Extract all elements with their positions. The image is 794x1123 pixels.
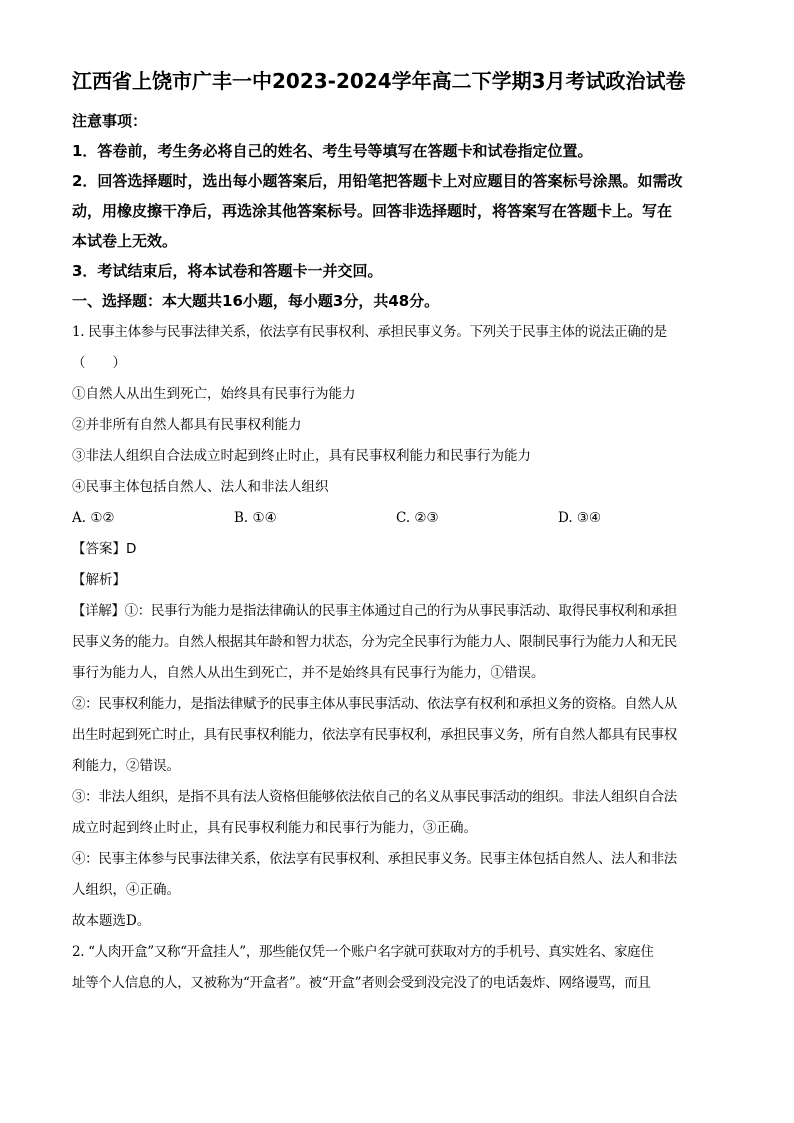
option-c: C. ②③ <box>396 510 439 526</box>
detail-line: ②：民事权利能力，是指法律赋予的民事主体从事民事活动、依法享有权利和承担义务的资格。自然人从 <box>72 696 677 712</box>
statement-2: ②并非所有自然人都具有民事权利能力 <box>72 417 302 433</box>
detail-line: 出生时起到死亡时止，具有民事权利能力，依法享有民事权利，承担民事义务，所有自然人都具有民事权 <box>72 727 677 743</box>
detail-line: ③：非法人组织，是指不具有法人资格但能够依法依自己的名义从事民事活动的组织。非法人组织自合法 <box>72 789 677 805</box>
exam-page <box>72 66 722 999</box>
detail-line: 民事义务的能力。自然人根据其年龄和智力状态，分为完全民事行为能力人、限制民事行为能力人和无民 <box>72 634 677 650</box>
detail-line: ④：民事主体参与民事法律关系，依法享有民事权利、承担民事义务。民事主体包括自然人、法人和非法 <box>72 851 677 867</box>
notice-item: 动，用橡皮擦干净后，再选涂其他答案标号。回答非选择题时，将答案写在答题卡上。写在 <box>72 202 673 220</box>
answer-tag: 【答案】 <box>72 541 126 557</box>
question-1 <box>72 317 722 937</box>
notice-item: 3．考试结束后，将本试卷和答题卡一并交回。 <box>72 262 383 280</box>
option-b: B. ①④ <box>234 510 277 526</box>
detail-line: 成立时起到终止时止，具有民事权利能力和民事行为能力，③正确。 <box>72 820 477 836</box>
notice-heading: 注意事项： <box>72 112 148 130</box>
section-heading: 一、选择题：本大题共16小题，每小题3分，共48分。 <box>72 292 440 310</box>
question-stem: 1. 民事主体参与民事法律关系，依法享有民事权利、承担民事义务。下列关于民事主体的说法正确的是 <box>72 324 667 340</box>
analysis-tag: 【解析】 <box>72 572 126 588</box>
option-a: A. ①② <box>72 510 115 526</box>
notice-item: 2．回答选择题时，选出每小题答案后，用铅笔把答题卡上对应题目的答案标号涂黑。如需改 <box>72 172 683 190</box>
question-stem-bracket: （ ） <box>72 355 126 371</box>
detail-line: 故本题选D。 <box>72 913 151 929</box>
question-2 <box>72 937 722 999</box>
statement-3: ③非法人组织自合法成立时起到终止时止，具有民事权利能力和民事行为能力 <box>72 448 531 464</box>
notice-item: 本试卷上无效。 <box>72 232 178 250</box>
question-stem: 址等个人信息的人，又被称为“开盒者”。被“开盒”者则会受到没完没了的电话轰炸、网络谩骂，而且 <box>72 975 651 991</box>
answer-options <box>72 503 722 534</box>
detail-line: 【详解】①：民事行为能力是指法律确认的民事主体通过自己的行为从事民事活动、取得民事权利和承担 <box>72 603 677 619</box>
statement-1: ①自然人从出生到死亡，始终具有民事行为能力 <box>72 386 356 402</box>
page-title: 江西省上饶市广丰一中2023-2024学年高二下学期3月考试政治试卷 <box>72 69 686 93</box>
question-stem: 2. “人肉开盒”又称“开盒挂人”，那些能仅凭一个账户名字就可获取对方的手机号、真实姓名、家庭住 <box>72 944 654 960</box>
detail-line: 事行为能力人，自然人从出生到死亡，并不是始终具有民事行为能力，①错误。 <box>72 665 545 681</box>
notice-section <box>72 106 722 286</box>
option-d: D. ③④ <box>558 510 602 526</box>
statement-4: ④民事主体包括自然人、法人和非法人组织 <box>72 479 329 495</box>
detail-line: 人组织，④正确。 <box>72 882 180 898</box>
detail-line: 利能力，②错误。 <box>72 758 180 774</box>
answer-value: D <box>126 541 137 557</box>
notice-item: 1．答卷前，考生务必将自己的姓名、考生号等填写在答题卡和试卷指定位置。 <box>72 142 593 160</box>
answer-line <box>72 534 722 565</box>
